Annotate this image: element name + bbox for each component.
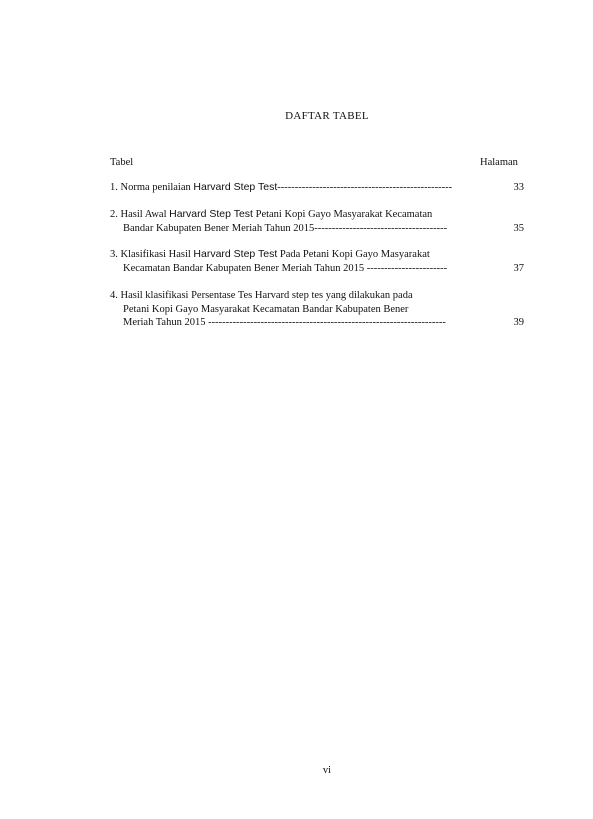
entry-term: Harvard Step Test — [169, 208, 253, 220]
entry-text: Kecamatan Bandar Kabupaten Bener Meriah Tahun 2015 — [123, 262, 365, 274]
entry-leader-dots: -------------------------------------- — [314, 222, 448, 234]
entry-text: Hasil klasifikasi Persentase Tes Harvard step tes yang dilakukan pada — [120, 290, 413, 301]
entry-term: Harvard Step Test — [193, 181, 278, 193]
entry-text: Klasifikasi Hasil — [120, 249, 194, 260]
entry-page-number: 39 — [513, 317, 524, 328]
entry-leader-dots: -------------------------------------------------------------------- — [205, 317, 446, 328]
entry-page-number: 37 — [513, 263, 524, 274]
entry-number: 3. — [110, 249, 118, 260]
entry-text: Petani Kopi Gayo Masyarakat Kecamatan — [252, 209, 433, 220]
entry-text: Bandar Kabupaten Bener Meriah Tahun 2015 — [123, 222, 315, 234]
entry-leader-dots: -------------------------------------------------- — [277, 182, 453, 193]
entry-text: Pada Petani Kopi Gayo Masyarakat — [277, 249, 430, 260]
page-number: vi — [322, 765, 332, 776]
entry-text: Norma penilaian — [120, 182, 194, 193]
entry-page-number: 33 — [513, 182, 524, 193]
column-header-page: Halaman — [480, 157, 518, 168]
entry-page-number: 35 — [513, 223, 524, 234]
entry-text: Petani Kopi Gayo Masyarakat Kecamatan Bandar Kabupaten Bener — [123, 303, 409, 315]
entry-leader-dots: ----------------------- — [364, 262, 448, 274]
entry-text: Meriah Tahun 2015 — [123, 317, 206, 328]
entry-number: 4. — [110, 290, 118, 301]
column-header-table: Tabel — [110, 157, 134, 168]
entry-number: 1. — [110, 182, 118, 193]
entry-term: Harvard Step Test — [193, 248, 278, 260]
page-title: DAFTAR TABEL — [285, 110, 369, 122]
entry-number: 2. — [110, 209, 118, 220]
entry-text: Hasil Awal — [120, 209, 170, 220]
